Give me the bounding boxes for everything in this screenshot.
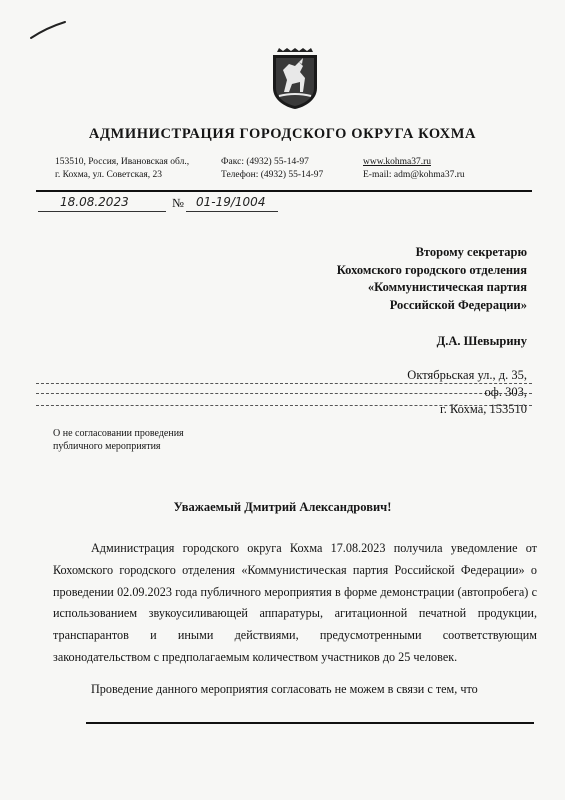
org-website: www.kohma37.ru (363, 157, 431, 167)
org-address-line-2: г. Кохма, ул. Советская, 23 (55, 170, 162, 180)
page-bottom-line (86, 722, 534, 724)
org-address-line-1: 153510, Россия, Ивановская обл., (55, 157, 190, 167)
body-paragraph-1: Администрация городского округа Кохма 17.08.2023 получила уведомление от Кохомского городского отделения «Коммунистическая партия Российской Федерации» о проведении 02.09.2023 года публичного мероприятия в форме демонстрации (автопробега) с использованием звукоусиливающей аппаратуры, агитационной печатной продукции, транспарантов и иными действиями, предусмотренными соответствующим законодательством с предполагаемым количеством участников до 25 человек. (53, 541, 537, 664)
letter-subject (53, 427, 184, 453)
addressee-line-1: Второму секретарю (415, 245, 527, 259)
recipient-address-line-3: г. Кохма, 153510 (440, 402, 527, 416)
coat-of-arms-emblem (269, 48, 321, 110)
number-underline (186, 211, 278, 212)
org-email: E-mail: adm@kohma37.ru (363, 170, 465, 180)
letter-body (53, 538, 537, 701)
recipient-address-line-1: Октябрьская ул., д. 35, (407, 368, 527, 382)
pen-mark-stroke (28, 20, 68, 42)
addressee-line-2: Кохомского городского отделения (336, 262, 527, 277)
recipient-address-line-2: оф. 303, (484, 385, 527, 399)
number-sign: № (172, 196, 184, 210)
registration-date: 18.08.2023 (60, 195, 129, 209)
org-phones (221, 156, 323, 182)
header-separator (36, 190, 532, 192)
addressee-line-3: «Коммунистическая партия (367, 280, 527, 294)
organization-title: АДМИНИСТРАЦИЯ ГОРОДСКОГО ОКРУГА КОХМА (88, 126, 477, 142)
body-paragraph-2: Проведение данного мероприятия согласовать не можем в связи с тем, что (91, 681, 478, 696)
greeting: Уважаемый Дмитрий Александрович! (173, 500, 392, 514)
org-fax: Факс: (4932) 55-14-97 (221, 157, 309, 167)
registration-number: 01-19/1004 (196, 195, 266, 209)
addressee-block (337, 244, 527, 351)
addressee-name: Д.А. Шевырину (436, 334, 527, 348)
recipient-address (407, 367, 527, 418)
org-online (363, 156, 465, 182)
org-address (55, 156, 189, 182)
date-underline (38, 211, 166, 212)
subject-line-2: публичного мероприятия (53, 441, 161, 452)
subject-line-1: О не согласовании проведения (53, 428, 184, 439)
org-phone: Телефон: (4932) 55-14-97 (221, 170, 324, 180)
addressee-line-4: Российской Федерации» (389, 297, 527, 312)
